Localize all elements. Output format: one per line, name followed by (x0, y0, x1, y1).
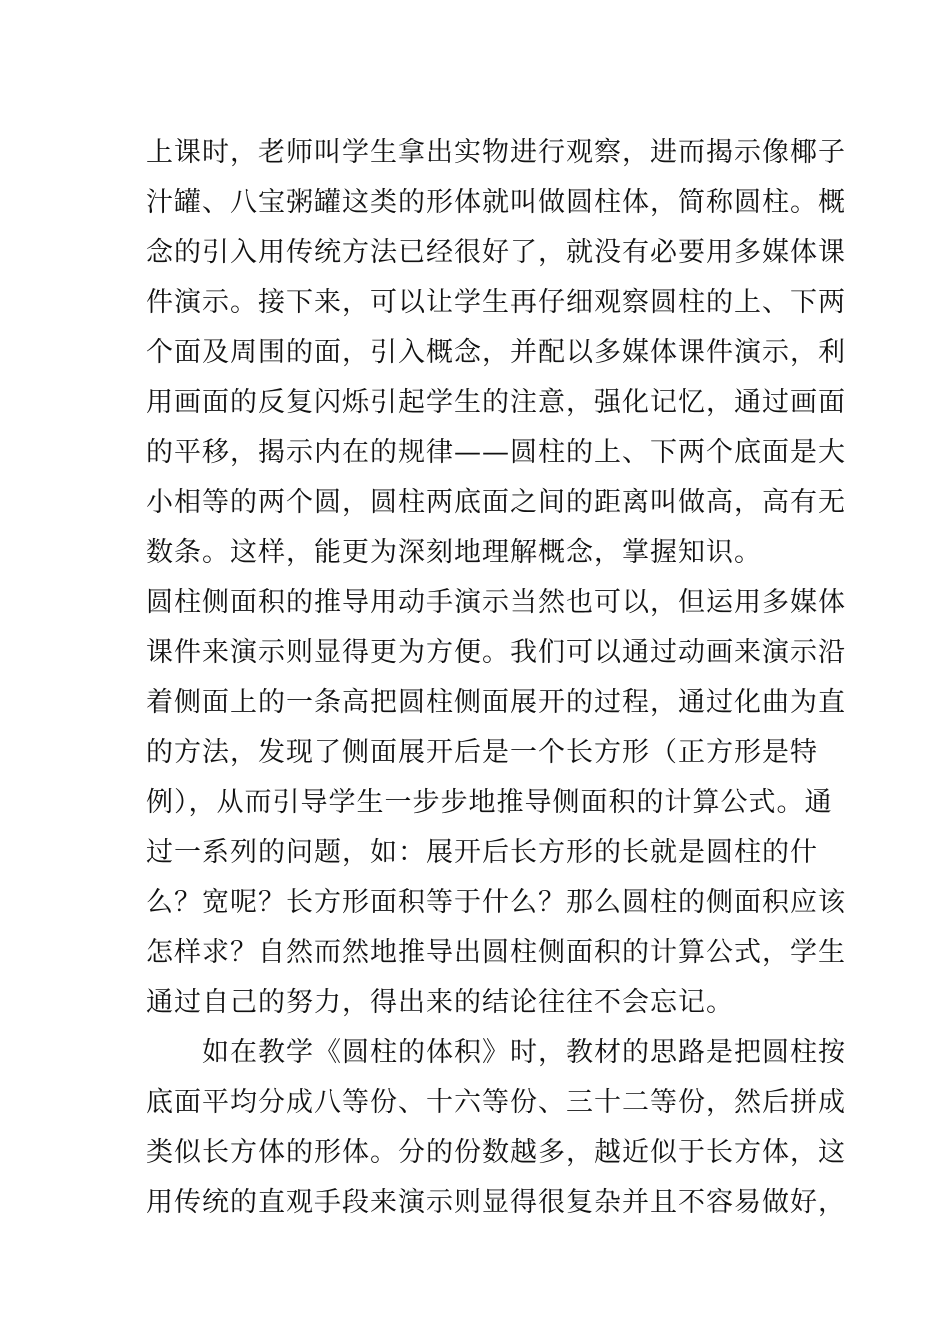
text-line-20: 底面平均分成八等份、十六等份、三十二等份，然后拼成 (146, 1087, 846, 1118)
text-line-9: 数条。这样，能更为深刻地理解概念，掌握知识。 (146, 537, 762, 568)
text-line-19: 如在教学《圆柱的体积》时，教材的思路是把圆柱按 (146, 1037, 846, 1068)
text-line-18: 通过自己的努力，得出来的结论往往不会忘记。 (146, 987, 734, 1018)
text-line-16: 么？宽呢？长方形面积等于什么？那么圆柱的侧面积应该 (146, 887, 846, 918)
text-line-2: 汁罐、八宝粥罐这类的形体就叫做圆柱体，简称圆柱。概 (146, 187, 846, 218)
text-line-1: 上课时，老师叫学生拿出实物进行观察，进而揭示像椰子 (146, 137, 846, 168)
text-line-15: 过一系列的问题，如：展开后长方形的长就是圆柱的什 (146, 837, 818, 868)
text-line-11: 课件来演示则显得更为方便。我们可以通过动画来演示沿 (146, 637, 846, 668)
text-line-17: 怎样求？自然而然地推导出圆柱侧面积的计算公式，学生 (146, 937, 846, 968)
text-line-12: 着侧面上的一条高把圆柱侧面展开的过程，通过化曲为直 (146, 687, 846, 718)
text-line-7: 的平移，揭示内在的规律——圆柱的上、下两个底面是大 (146, 437, 846, 468)
text-line-5: 个面及周围的面，引入概念，并配以多媒体课件演示，利 (146, 337, 846, 368)
text-line-3: 念的引入用传统方法已经很好了，就没有必要用多媒体课 (146, 237, 846, 268)
text-line-6: 用画面的反复闪烁引起学生的注意，强化记忆，通过画面 (146, 387, 846, 418)
text-line-8: 小相等的两个圆，圆柱两底面之间的距离叫做高，高有无 (146, 487, 846, 518)
document-body (146, 128, 846, 1228)
text-line-21: 类似长方体的形体。分的份数越多，越近似于长方体，这 (146, 1137, 846, 1168)
text-line-22: 用传统的直观手段来演示则显得很复杂并且不容易做好， (146, 1187, 846, 1218)
text-line-14: 例），从而引导学生一步步地推导侧面积的计算公式。通 (146, 787, 833, 818)
text-line-10: 圆柱侧面积的推导用动手演示当然也可以，但运用多媒体 (146, 587, 846, 618)
text-line-13: 的方法，发现了侧面展开后是一个长方形（正方形是特 (146, 737, 818, 768)
text-line-4: 件演示。接下来，可以让学生再仔细观察圆柱的上、下两 (146, 287, 846, 318)
